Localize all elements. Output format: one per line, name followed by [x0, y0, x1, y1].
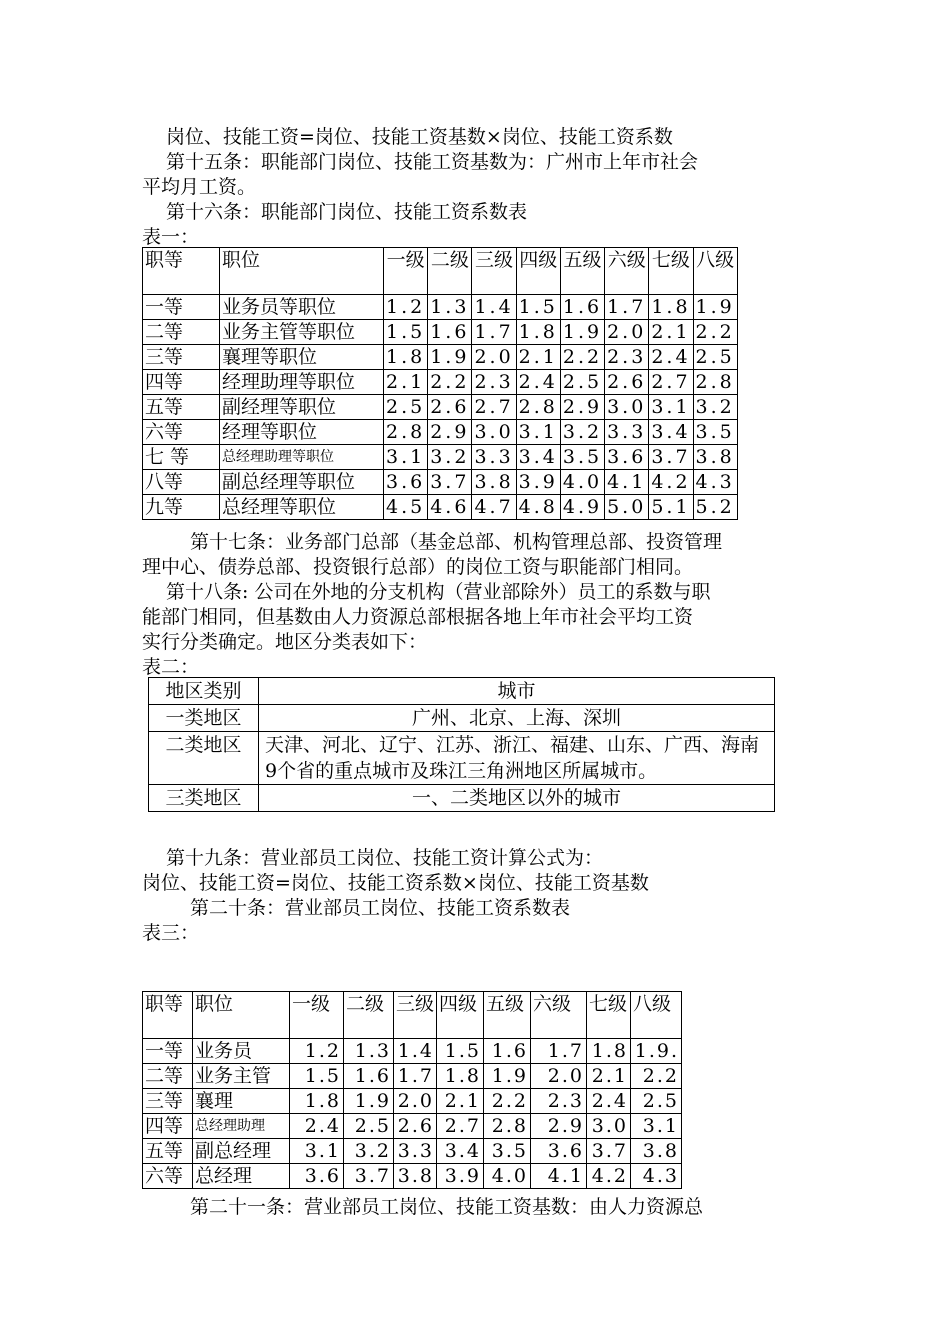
city-cell: 天津、河北、辽宁、江苏、浙江、福建、山东、广西、海南9个省的重点城市及珠江三角洲地区所属城市。	[259, 732, 775, 785]
position-cell: 襄理	[193, 1089, 290, 1114]
header-cell: 六级	[605, 248, 649, 295]
coefficient-cell: 3.8	[472, 470, 516, 495]
coefficient-cell: 3.6	[290, 1164, 344, 1189]
coefficient-cell: 2.6	[605, 370, 649, 395]
header-cell: 一级	[290, 992, 344, 1039]
coefficient-cell: 2.5	[344, 1114, 394, 1139]
header-cell: 二级	[428, 248, 472, 295]
header-cell: 一级	[384, 248, 428, 295]
coefficient-cell: 1.9.	[631, 1039, 682, 1064]
header-cell: 职位	[220, 248, 384, 295]
coefficient-cell: 1.4	[394, 1039, 437, 1064]
table-header-row	[143, 992, 682, 1039]
coefficient-cell: 4.1	[605, 470, 649, 495]
header-cell: 四级	[437, 992, 484, 1039]
grade-cell: 二等	[143, 320, 220, 345]
grade-cell: 四等	[143, 370, 220, 395]
coefficient-cell: 3.2	[693, 395, 737, 420]
coefficient-cell: 4.9	[560, 495, 604, 520]
coefficient-cell: 3.3	[394, 1139, 437, 1164]
article-17-line-2: 理中心、债券总部、投资银行总部）的岗位工资与职能部门相同。	[142, 556, 694, 578]
grade-cell: 六等	[143, 420, 220, 445]
coefficient-cell: 1.9	[560, 320, 604, 345]
coefficient-cell: 1.6	[344, 1064, 394, 1089]
coefficient-cell: 2.1	[384, 370, 428, 395]
coefficient-cell: 4.3	[631, 1164, 682, 1189]
table-3-label: 表三：	[142, 922, 200, 944]
coefficient-cell: 4.6	[428, 495, 472, 520]
coefficient-cell: 3.9	[437, 1164, 484, 1189]
article-17-line-1: 第十七条：业务部门总部（基金总部、机构管理总部、投资管理	[190, 531, 723, 553]
coefficient-cell: 2.0	[531, 1064, 587, 1089]
coefficient-cell: 3.7	[344, 1164, 394, 1189]
city-cell: 一、二类地区以外的城市	[259, 785, 775, 812]
header-cell: 五级	[484, 992, 531, 1039]
header-cell: 二级	[344, 992, 394, 1039]
table-row	[149, 678, 775, 705]
city-cell: 广州、北京、上海、深圳	[259, 705, 775, 732]
coefficient-cell: 4.7	[472, 495, 516, 520]
formula-2: 岗位、技能工资=岗位、技能工资系数×岗位、技能工资基数	[142, 872, 649, 894]
table-1-body	[143, 248, 738, 520]
coefficient-cell: 1.6	[428, 320, 472, 345]
table-1-label: 表一：	[142, 226, 200, 248]
coefficient-cell: 2.9	[531, 1114, 587, 1139]
position-cell: 副总经理	[193, 1139, 290, 1164]
header-cell: 八级	[693, 248, 737, 295]
header-cell: 三级	[472, 248, 516, 295]
region-table	[148, 677, 775, 812]
table-row	[143, 445, 738, 470]
header-cell: 三级	[394, 992, 437, 1039]
grade-cell: 一等	[143, 1039, 193, 1064]
article-18-line-2: 能部门相同，但基数由人力资源总部根据各地上年市社会平均工资	[142, 606, 694, 628]
coefficient-cell: 2.3	[472, 370, 516, 395]
header-cell: 地区类别	[149, 678, 259, 705]
coefficient-cell: 2.6	[394, 1114, 437, 1139]
coefficient-cell: 3.2	[428, 445, 472, 470]
coefficient-cell: 4.2	[587, 1164, 631, 1189]
coefficient-cell: 4.8	[516, 495, 560, 520]
grade-cell: 三等	[143, 1089, 193, 1114]
coefficient-cell: 1.3	[344, 1039, 394, 1064]
coefficient-cell: 3.1	[649, 395, 693, 420]
coefficient-cell: 1.6	[560, 295, 604, 320]
region-cell: 一类地区	[149, 705, 259, 732]
coefficient-cell: 1.9	[484, 1064, 531, 1089]
coefficient-cell: 4.3	[693, 470, 737, 495]
coefficient-cell: 1.8	[437, 1064, 484, 1089]
table-row	[149, 705, 775, 732]
coefficient-cell: 3.5	[484, 1139, 531, 1164]
coefficient-cell: 2.5	[560, 370, 604, 395]
position-cell: 业务员等职位	[220, 295, 384, 320]
coefficient-cell: 2.5	[384, 395, 428, 420]
header-cell: 七级	[587, 992, 631, 1039]
grade-cell: 二等	[143, 1064, 193, 1089]
table-row	[143, 395, 738, 420]
table-row	[143, 1164, 682, 1189]
coefficient-cell: 2.1	[437, 1089, 484, 1114]
coefficient-cell: 3.5	[560, 445, 604, 470]
coefficient-cell: 1.5	[437, 1039, 484, 1064]
coefficient-cell: 3.4	[437, 1139, 484, 1164]
table-header-row	[143, 248, 738, 295]
coefficient-cell: 2.8	[484, 1114, 531, 1139]
grade-cell: 九等	[143, 495, 220, 520]
coefficient-cell: 1.4	[472, 295, 516, 320]
coefficient-cell: 1.5	[290, 1064, 344, 1089]
coefficient-cell: 4.2	[649, 470, 693, 495]
coefficient-cell: 3.0	[605, 395, 649, 420]
coefficient-cell: 4.5	[384, 495, 428, 520]
coefficient-cell: 3.3	[605, 420, 649, 445]
coefficient-cell: 3.4	[649, 420, 693, 445]
table-row	[143, 295, 738, 320]
coefficient-cell: 3.2	[560, 420, 604, 445]
table-row	[143, 420, 738, 445]
coefficient-cell: 1.5	[516, 295, 560, 320]
coefficient-cell: 3.4	[516, 445, 560, 470]
coefficient-cell: 3.7	[428, 470, 472, 495]
position-cell: 副经理等职位	[220, 395, 384, 420]
coefficient-cell: 2.0	[605, 320, 649, 345]
coefficient-cell: 4.0	[484, 1164, 531, 1189]
article-18-line-1: 第十八条: 公司在外地的分支机构（营业部除外）员工的系数与职	[166, 581, 711, 603]
position-cell: 经理等职位	[220, 420, 384, 445]
position-cell: 业务主管等职位	[220, 320, 384, 345]
coefficient-cell: 2.6	[428, 395, 472, 420]
coefficient-cell: 2.0	[472, 345, 516, 370]
table-row	[149, 732, 775, 785]
coefficient-cell: 2.7	[472, 395, 516, 420]
position-cell: 副总经理等职位	[220, 470, 384, 495]
coefficient-cell: 2.1	[587, 1064, 631, 1089]
coefficient-cell: 5.1	[649, 495, 693, 520]
coefficient-cell: 3.1	[516, 420, 560, 445]
coefficient-cell: 3.8	[693, 445, 737, 470]
table-row	[149, 785, 775, 812]
coefficient-cell: 3.6	[605, 445, 649, 470]
header-cell: 七级	[649, 248, 693, 295]
coefficient-cell: 1.7	[531, 1039, 587, 1064]
table-row	[143, 320, 738, 345]
coefficient-cell: 2.4	[290, 1114, 344, 1139]
coefficient-cell: 1.8	[649, 295, 693, 320]
coefficient-cell: 2.7	[649, 370, 693, 395]
coefficient-table-3	[142, 991, 682, 1189]
coefficient-cell: 2.3	[531, 1089, 587, 1114]
table-row	[143, 1064, 682, 1089]
coefficient-cell: 3.9	[516, 470, 560, 495]
table-row	[143, 370, 738, 395]
grade-cell: 一等	[143, 295, 220, 320]
position-cell: 襄理等职位	[220, 345, 384, 370]
position-cell: 总经理助理等职位	[220, 445, 384, 470]
coefficient-cell: 1.8	[587, 1039, 631, 1064]
position-cell: 总经理等职位	[220, 495, 384, 520]
coefficient-cell: 2.2	[631, 1064, 682, 1089]
header-cell: 职等	[143, 992, 193, 1039]
coefficient-cell: 2.4	[649, 345, 693, 370]
article-16: 第十六条：职能部门岗位、技能工资系数表	[166, 201, 528, 223]
coefficient-cell: 1.8	[384, 345, 428, 370]
header-cell: 六级	[531, 992, 587, 1039]
region-cell: 二类地区	[149, 732, 259, 785]
coefficient-cell: 1.9	[428, 345, 472, 370]
table-row	[143, 470, 738, 495]
grade-cell: 八等	[143, 470, 220, 495]
coefficient-table-1	[142, 247, 738, 520]
coefficient-cell: 5.0	[605, 495, 649, 520]
coefficient-cell: 2.7	[437, 1114, 484, 1139]
coefficient-cell: 1.8	[290, 1089, 344, 1114]
header-cell: 职等	[143, 248, 220, 295]
coefficient-cell: 3.1	[384, 445, 428, 470]
coefficient-cell: 2.2	[428, 370, 472, 395]
coefficient-cell: 3.6	[531, 1139, 587, 1164]
position-cell: 业务员	[193, 1039, 290, 1064]
table-row	[143, 1039, 682, 1064]
coefficient-cell: 1.7	[605, 295, 649, 320]
coefficient-cell: 1.2	[384, 295, 428, 320]
coefficient-cell: 3.5	[693, 420, 737, 445]
grade-cell: 三等	[143, 345, 220, 370]
grade-cell: 五等	[143, 1139, 193, 1164]
coefficient-cell: 4.0	[560, 470, 604, 495]
coefficient-cell: 5.2	[693, 495, 737, 520]
article-21: 第二十一条：营业部员工岗位、技能工资基数：由人力资源总	[190, 1196, 704, 1218]
article-19: 第十九条：营业部员工岗位、技能工资计算公式为：	[166, 847, 604, 869]
article-15-line-2: 平均月工资。	[142, 176, 257, 198]
position-cell: 经理助理等职位	[220, 370, 384, 395]
article-15-line-1: 第十五条：职能部门岗位、技能工资基数为：广州市上年市社会	[166, 151, 699, 173]
coefficient-cell: 1.2	[290, 1039, 344, 1064]
coefficient-cell: 1.3	[428, 295, 472, 320]
table-3-body	[143, 992, 682, 1189]
coefficient-cell: 2.8	[384, 420, 428, 445]
coefficient-cell: 2.5	[631, 1089, 682, 1114]
coefficient-cell: 3.0	[472, 420, 516, 445]
grade-cell: 五等	[143, 395, 220, 420]
table-row	[143, 1089, 682, 1114]
coefficient-cell: 3.3	[472, 445, 516, 470]
coefficient-cell: 2.4	[587, 1089, 631, 1114]
article-20: 第二十条：营业部员工岗位、技能工资系数表	[190, 897, 571, 919]
header-cell: 职位	[193, 992, 290, 1039]
header-cell: 八级	[631, 992, 682, 1039]
coefficient-cell: 2.9	[428, 420, 472, 445]
coefficient-cell: 3.0	[587, 1114, 631, 1139]
coefficient-cell: 3.2	[344, 1139, 394, 1164]
coefficient-cell: 2.8	[693, 370, 737, 395]
coefficient-cell: 3.6	[384, 470, 428, 495]
coefficient-cell: 2.3	[605, 345, 649, 370]
header-cell: 城市	[259, 678, 775, 705]
coefficient-cell: 3.1	[631, 1114, 682, 1139]
coefficient-cell: 1.6	[484, 1039, 531, 1064]
position-cell: 业务主管	[193, 1064, 290, 1089]
coefficient-cell: 2.0	[394, 1089, 437, 1114]
grade-cell: 六等	[143, 1164, 193, 1189]
coefficient-cell: 3.7	[649, 445, 693, 470]
coefficient-cell: 3.8	[631, 1139, 682, 1164]
coefficient-cell: 2.2	[560, 345, 604, 370]
coefficient-cell: 1.8	[516, 320, 560, 345]
coefficient-cell: 2.1	[516, 345, 560, 370]
table-2-label: 表二：	[142, 656, 200, 678]
coefficient-cell: 3.8	[394, 1164, 437, 1189]
coefficient-cell: 4.1	[531, 1164, 587, 1189]
header-cell: 四级	[516, 248, 560, 295]
table-row	[143, 1114, 682, 1139]
article-18-line-3: 实行分类确定。地区分类表如下：	[142, 631, 428, 653]
position-cell: 总经理助理	[193, 1114, 290, 1139]
grade-cell: 七 等	[143, 445, 220, 470]
position-cell: 总经理	[193, 1164, 290, 1189]
coefficient-cell: 2.2	[484, 1089, 531, 1114]
coefficient-cell: 2.9	[560, 395, 604, 420]
table-row	[143, 1139, 682, 1164]
coefficient-cell: 1.5	[384, 320, 428, 345]
coefficient-cell: 2.5	[693, 345, 737, 370]
coefficient-cell: 2.4	[516, 370, 560, 395]
coefficient-cell: 1.9	[693, 295, 737, 320]
coefficient-cell: 2.2	[693, 320, 737, 345]
table-row	[143, 345, 738, 370]
coefficient-cell: 1.9	[344, 1089, 394, 1114]
coefficient-cell: 2.8	[516, 395, 560, 420]
grade-cell: 四等	[143, 1114, 193, 1139]
coefficient-cell: 3.1	[290, 1139, 344, 1164]
coefficient-cell: 1.7	[394, 1064, 437, 1089]
header-cell: 五级	[560, 248, 604, 295]
coefficient-cell: 2.1	[649, 320, 693, 345]
table-row	[143, 495, 738, 520]
coefficient-cell: 1.7	[472, 320, 516, 345]
region-cell: 三类地区	[149, 785, 259, 812]
formula-1: 岗位、技能工资=岗位、技能工资基数×岗位、技能工资系数	[166, 126, 673, 148]
coefficient-cell: 3.7	[587, 1139, 631, 1164]
